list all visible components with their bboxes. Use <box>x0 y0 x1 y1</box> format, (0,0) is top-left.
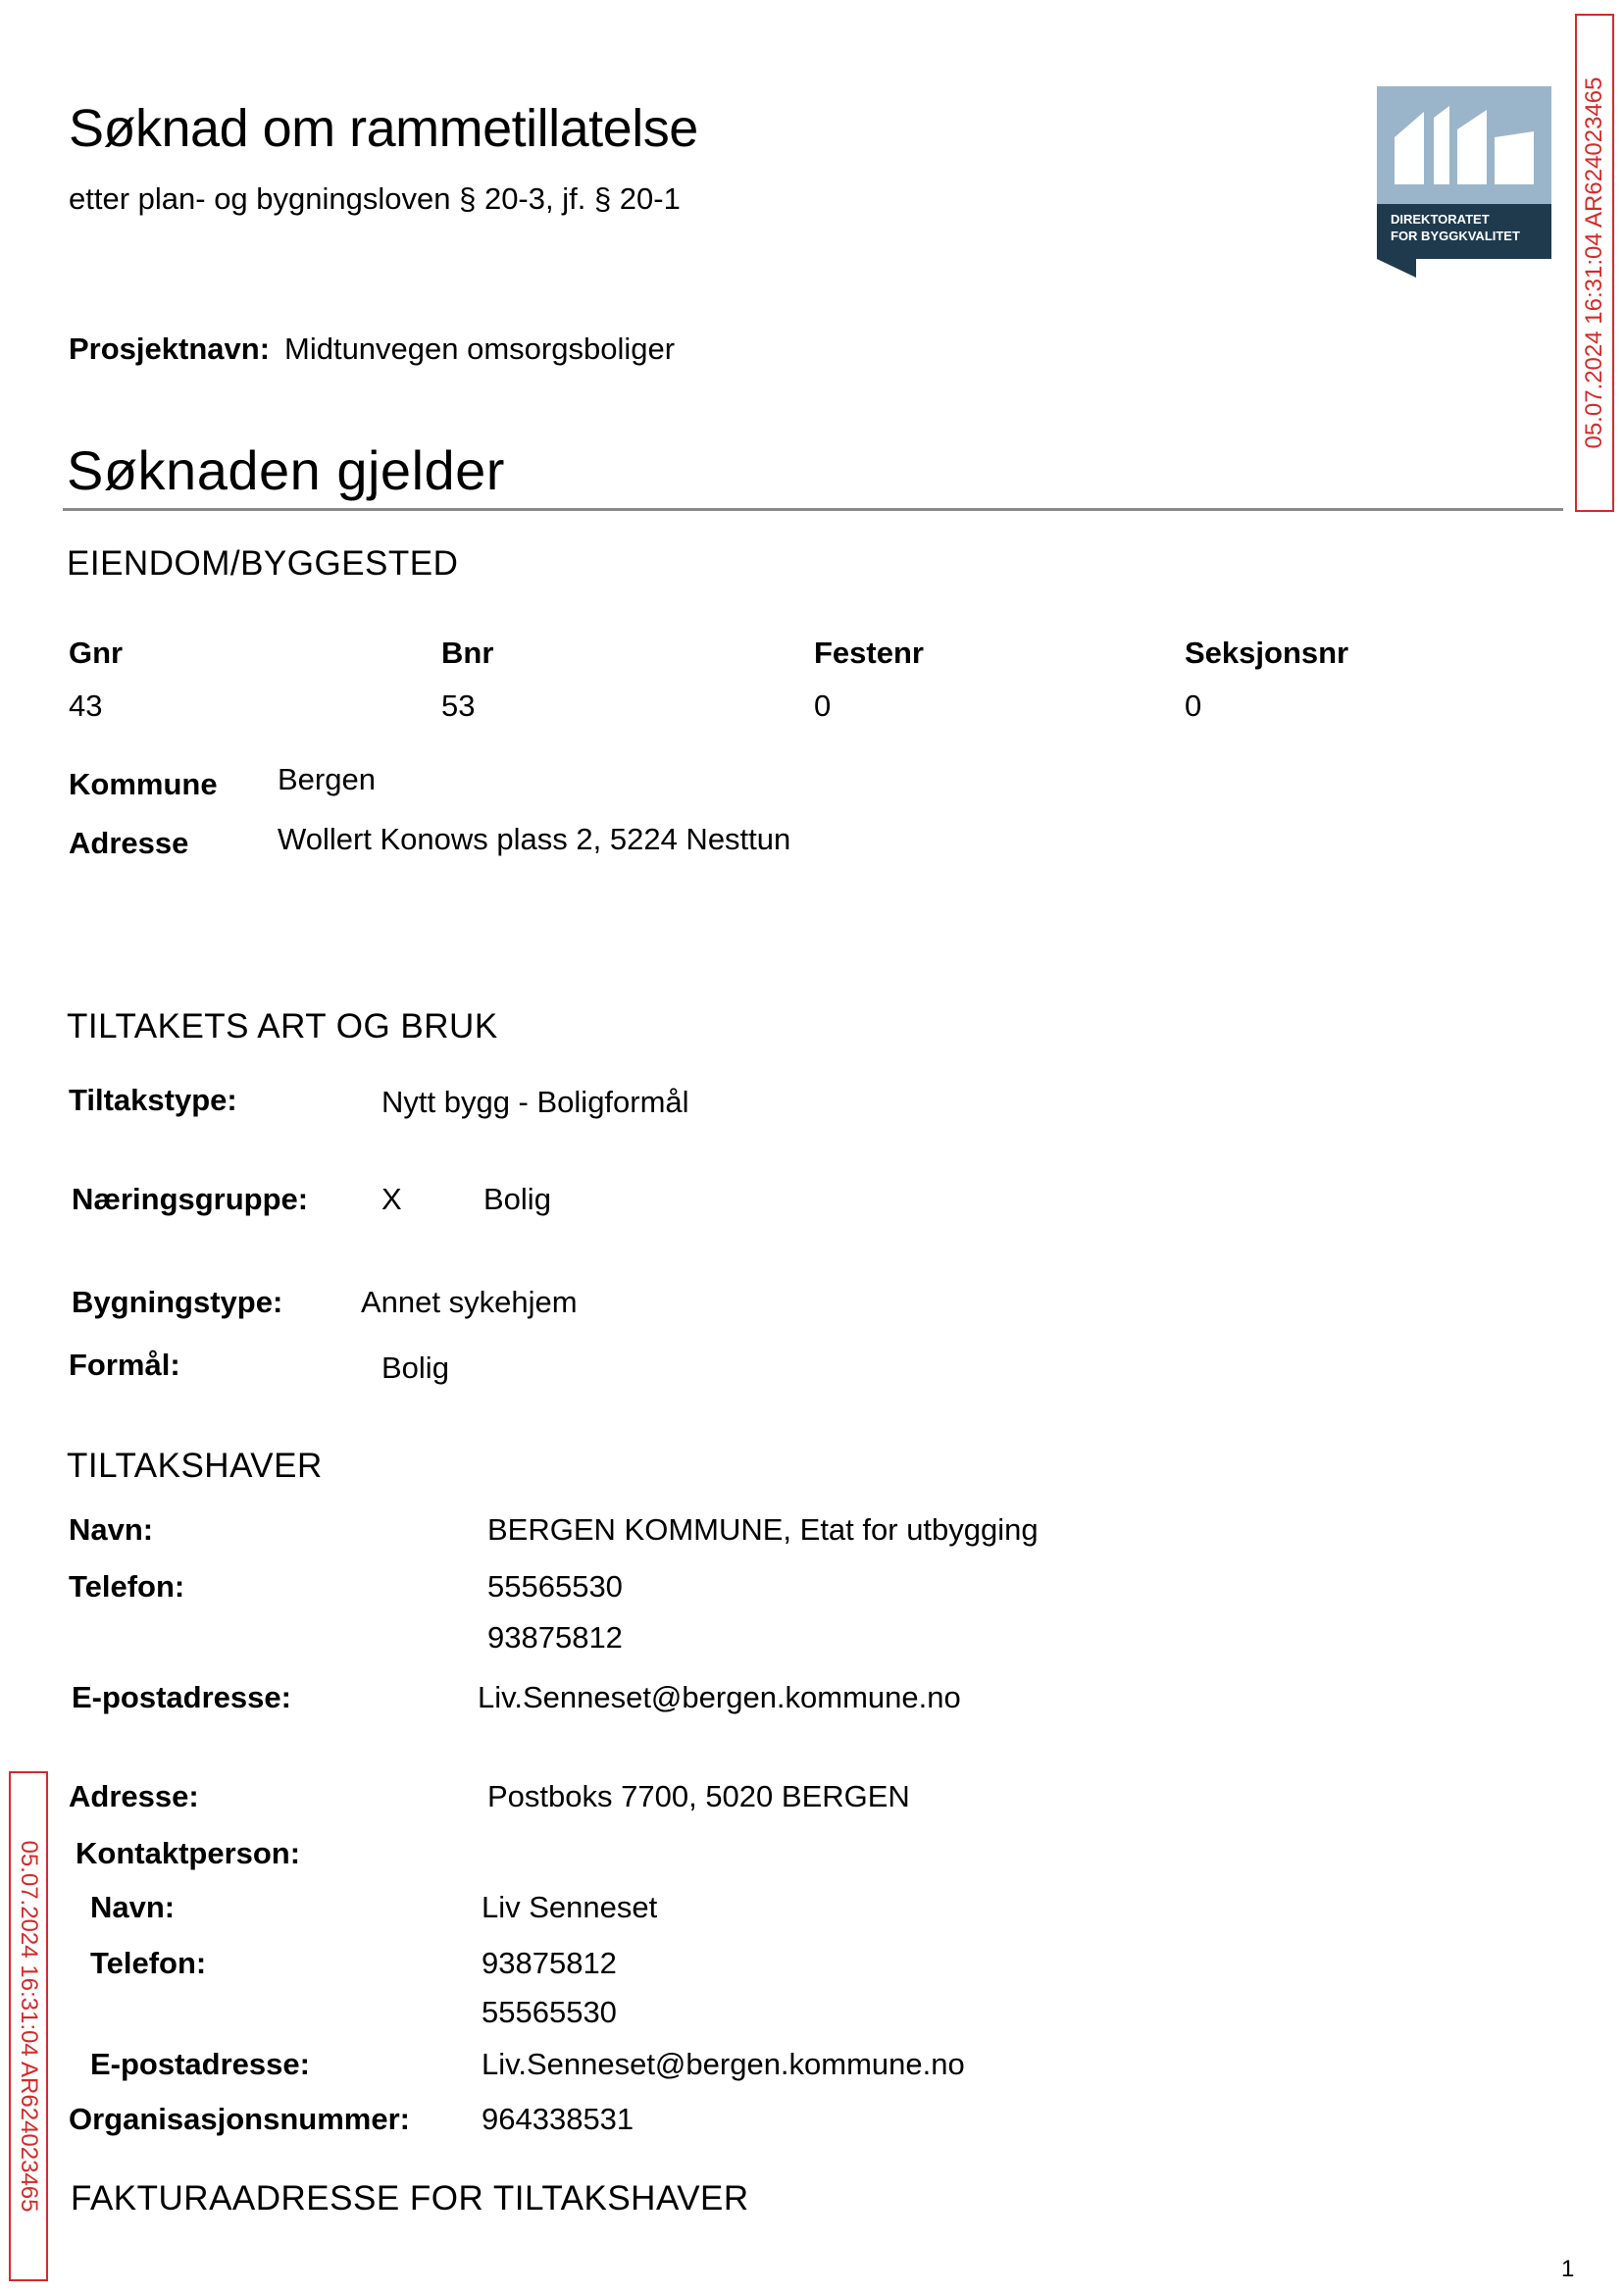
owner-navn-value: BERGEN KOMMUNE, Etat for utbygging <box>487 1512 1039 1547</box>
received-stamp-left <box>9 1771 48 2281</box>
property-heading: EIENDOM/BYGGESTED <box>67 544 459 583</box>
owner-navn-label: Navn: <box>69 1512 154 1547</box>
dibk-logo <box>1377 86 1551 278</box>
gnr-label: Gnr <box>69 636 124 670</box>
festenr-value: 0 <box>814 688 832 723</box>
dibk-logo-icon <box>1377 86 1551 278</box>
bygningstype-label: Bygningstype: <box>72 1285 283 1319</box>
document-title: Søknad om rammetillatelse <box>69 99 698 158</box>
measure-heading: TILTAKETS ART OG BRUK <box>67 1007 498 1045</box>
seksjonsnr-label: Seksjonsnr <box>1185 636 1349 670</box>
owner-telefon-label: Telefon: <box>69 1569 185 1604</box>
kontakt-telefon-1: 93875812 <box>482 1946 617 1980</box>
project-name-value: Midtunvegen omsorgsboliger <box>284 331 676 366</box>
naeringsgruppe-code: X <box>381 1182 402 1216</box>
formal-label: Formål: <box>69 1348 180 1382</box>
document-subtitle: etter plan- og bygningsloven § 20-3, jf. § 20-1 <box>69 181 681 216</box>
owner-adresse-value: Postboks 7700, 5020 BERGEN <box>487 1779 910 1813</box>
tiltakstype-value: Nytt bygg - Boligformål <box>381 1085 689 1119</box>
invoice-heading: FAKTURAADRESSE FOR TILTAKSHAVER <box>71 2179 749 2218</box>
project-name-label: Prosjektnavn: <box>69 331 271 366</box>
kontakt-telefon-2: 55565530 <box>482 1995 617 2029</box>
kontakt-epost-value: Liv.Senneset@bergen.kommune.no <box>482 2047 965 2081</box>
owner-heading: TILTAKSHAVER <box>67 1447 323 1485</box>
naeringsgruppe-label: Næringsgruppe: <box>72 1182 309 1216</box>
naeringsgruppe-value: Bolig <box>483 1182 551 1216</box>
bygningstype-value: Annet sykehjem <box>361 1285 578 1319</box>
received-stamp-right-text: 05.07.2024 16:31:04 AR624023465 <box>1581 76 1607 449</box>
kontaktperson-label: Kontaktperson: <box>76 1836 301 1870</box>
owner-epost-label: E-postadresse: <box>72 1680 291 1714</box>
adresse-label: Adresse <box>69 826 189 860</box>
adresse-value: Wollert Konows plass 2, 5224 Nesttun <box>278 822 791 856</box>
page-number: 1 <box>1561 2256 1575 2282</box>
owner-epost-value: Liv.Senneset@bergen.kommune.no <box>478 1680 961 1714</box>
kontakt-navn-value: Liv Senneset <box>482 1890 658 1924</box>
applies-heading: Søknaden gjelder <box>67 439 505 501</box>
bnr-value: 53 <box>441 688 476 723</box>
logo-text-line2: FOR BYGGKVALITET <box>1391 229 1520 243</box>
kommune-label: Kommune <box>69 767 218 801</box>
gnr-value: 43 <box>69 688 103 723</box>
heading-divider <box>63 508 1563 511</box>
kommune-value: Bergen <box>278 762 376 796</box>
received-stamp-left-text: 05.07.2024 16:31:04 AR624023465 <box>16 1840 42 2213</box>
seksjonsnr-value: 0 <box>1185 688 1202 723</box>
logo-text-line1: DIREKTORATET <box>1391 212 1490 227</box>
orgnr-value: 964338531 <box>482 2102 634 2136</box>
owner-telefon-2: 93875812 <box>487 1620 623 1655</box>
festenr-label: Festenr <box>814 636 924 670</box>
bnr-label: Bnr <box>441 636 494 670</box>
tiltakstype-label: Tiltakstype: <box>69 1083 237 1117</box>
received-stamp-right <box>1575 14 1614 512</box>
kontakt-epost-label: E-postadresse: <box>90 2047 310 2081</box>
kontakt-navn-label: Navn: <box>90 1890 176 1924</box>
kontakt-telefon-label: Telefon: <box>90 1946 207 1980</box>
owner-adresse-label: Adresse: <box>69 1779 199 1813</box>
orgnr-label: Organisasjonsnummer: <box>69 2102 410 2136</box>
formal-value: Bolig <box>381 1351 449 1385</box>
owner-telefon-1: 55565530 <box>487 1569 623 1604</box>
